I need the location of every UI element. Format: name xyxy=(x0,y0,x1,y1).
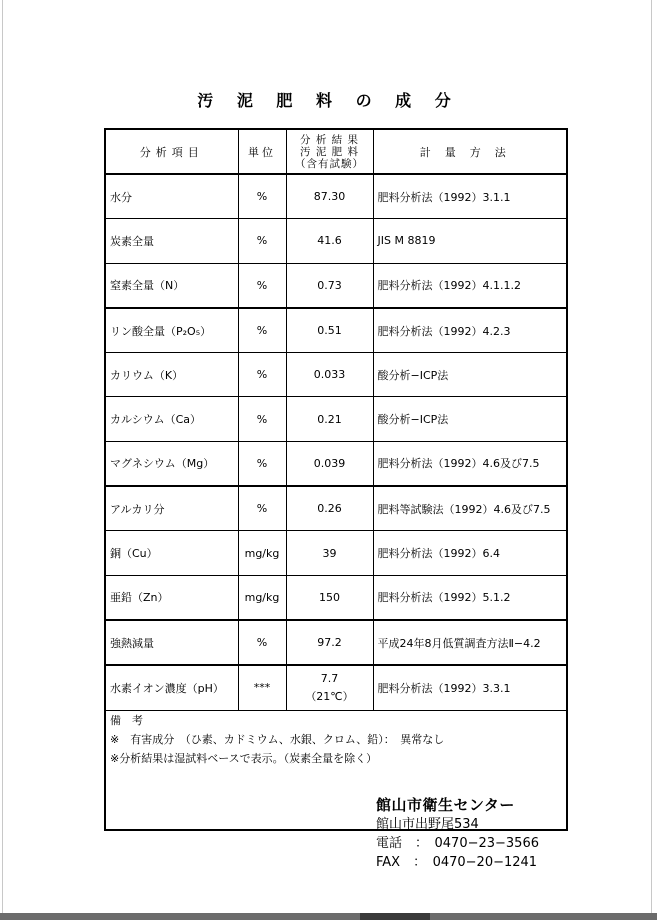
row-unit: % xyxy=(238,441,286,486)
table-row xyxy=(105,486,567,531)
table-row xyxy=(105,441,567,486)
row-method: 平成24年8月低質調査方法Ⅱ−4.2 xyxy=(373,620,567,665)
row-method: 肥料分析法（1992）5.1.2 xyxy=(373,575,567,620)
table-row xyxy=(105,219,567,263)
row-method: 肥料分析法（1992）3.1.1 xyxy=(373,174,567,219)
row-unit: % xyxy=(238,174,286,219)
header-method: 計量方法 xyxy=(373,129,567,174)
header-unit: 単位 xyxy=(238,129,286,174)
bottom-scrollbar[interactable] xyxy=(0,913,657,920)
table-row xyxy=(105,575,567,620)
table-row xyxy=(105,353,567,397)
row-value: 97.2 xyxy=(286,620,373,665)
row-method: 肥料分析法（1992）4.6及び7.5 xyxy=(373,441,567,486)
row-method: JIS M 8819 xyxy=(373,219,567,263)
row-value: 150 xyxy=(286,575,373,620)
header-result-line2: 汚 泥 肥 料 xyxy=(299,145,359,158)
row-method: 肥料分析法（1992）4.2.3 xyxy=(373,308,567,353)
row-value: 41.6 xyxy=(286,219,373,263)
bottom-scrollbar-thumb[interactable] xyxy=(360,913,430,920)
table-row xyxy=(105,531,567,575)
row-value: 87.30 xyxy=(286,174,373,219)
ph-value: 7.7 xyxy=(320,671,339,685)
row-method: 酸分析−ICP法 xyxy=(373,353,567,397)
header-result-line1: 分 析 結 果 xyxy=(299,133,359,146)
table-row xyxy=(105,308,567,353)
footer-contact xyxy=(376,794,539,872)
page-title: 汚 泥 肥 料 の 成 分 xyxy=(197,91,460,110)
table-row xyxy=(105,620,567,665)
table-row xyxy=(105,397,567,441)
table-row xyxy=(105,665,567,710)
row-item: 銅（Cu） xyxy=(105,531,238,575)
row-value xyxy=(286,665,373,710)
row-method: 肥料等試験法（1992）4.6及び7.5 xyxy=(373,486,567,531)
row-item: リン酸全量（P₂O₅） xyxy=(105,308,238,353)
ph-temperature: （21℃） xyxy=(305,689,354,703)
row-item: 強熱減量 xyxy=(105,620,238,665)
row-item: カルシウム（Ca） xyxy=(105,397,238,441)
analysis-table xyxy=(104,128,568,831)
row-value: 0.21 xyxy=(286,397,373,441)
remarks-line1: ※ 有害成分 （ひ素、カドミウム、水銀、クロム、鉛）： 異常なし xyxy=(110,732,445,746)
row-method: 肥料分析法（1992）4.1.1.2 xyxy=(373,263,567,308)
table-row xyxy=(105,174,567,219)
footer-fax: FAX ： 0470−20−1241 xyxy=(376,855,538,870)
row-method: 酸分析−ICP法 xyxy=(373,397,567,441)
row-item: アルカリ分 xyxy=(105,486,238,531)
row-unit: mg/kg xyxy=(238,575,286,620)
header-result xyxy=(286,129,373,174)
footer-phone: 電話 ： 0470−23−3566 xyxy=(376,836,539,851)
row-unit: % xyxy=(238,486,286,531)
row-unit: % xyxy=(238,219,286,263)
remarks-line2: ※分析結果は湿試料ベースで表示。（炭素全量を除く） xyxy=(110,751,378,765)
table-header-row xyxy=(105,129,567,174)
row-unit: % xyxy=(238,263,286,308)
row-method: 肥料分析法（1992）3.3.1 xyxy=(373,665,567,710)
row-unit: % xyxy=(238,620,286,665)
row-value: 0.26 xyxy=(286,486,373,531)
row-item: 水素イオン濃度（pH） xyxy=(105,665,238,710)
row-value: 39 xyxy=(286,531,373,575)
row-unit: mg/kg xyxy=(238,531,286,575)
row-unit: % xyxy=(238,308,286,353)
footer-address: 館山市出野尾534 xyxy=(376,817,479,832)
row-value: 0.033 xyxy=(286,353,373,397)
row-item: 窒素全量（N） xyxy=(105,263,238,308)
remarks-label: 備 考 xyxy=(110,713,143,727)
row-value: 0.039 xyxy=(286,441,373,486)
row-unit: % xyxy=(238,353,286,397)
row-item: 炭素全量 xyxy=(105,219,238,263)
row-unit: % xyxy=(238,397,286,441)
footer-org: 館山市衛生センター xyxy=(376,796,515,814)
row-value: 0.51 xyxy=(286,308,373,353)
row-item: 水分 xyxy=(105,174,238,219)
row-method: 肥料分析法（1992）6.4 xyxy=(373,531,567,575)
row-item: カリウム（K） xyxy=(105,353,238,397)
row-item: 亜鉛（Zn） xyxy=(105,575,238,620)
header-item: 分析項目 xyxy=(105,129,238,174)
row-item: マグネシウム（Mg） xyxy=(105,441,238,486)
row-unit: *** xyxy=(238,665,286,710)
table-row xyxy=(105,263,567,308)
header-result-line3: （含有試験） xyxy=(295,157,364,170)
row-value: 0.73 xyxy=(286,263,373,308)
